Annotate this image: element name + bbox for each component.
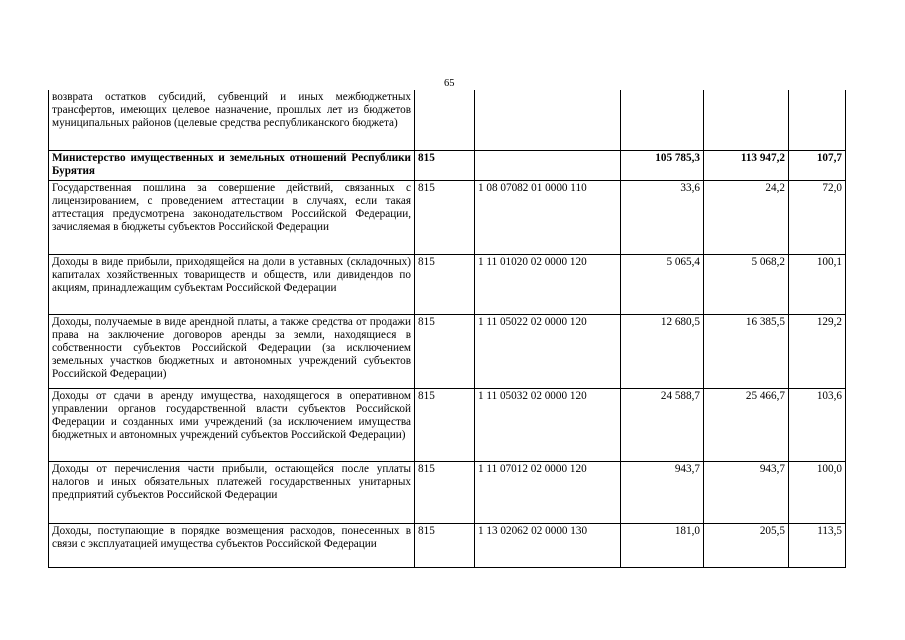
admin-code-cell: 815 — [415, 314, 475, 388]
classification-code-cell: 1 11 07012 02 0000 120 — [475, 461, 621, 523]
description-cell: Доходы от перечисления части прибыли, остающейся после уплаты налогов и иных обязательных платежей государственных унитарных предприятий субъектов Российской Федерации — [49, 461, 415, 523]
table-row — [49, 90, 846, 150]
plan-amount-cell — [621, 90, 704, 150]
plan-amount-cell: 943,7 — [621, 461, 704, 523]
description-cell: Государственная пошлина за совершение действий, связанных с лицензированием, с проведением аттестации в случаях, если такая аттестация предусмотрена законодательством Российской Федерации, зачисляемая в бюджеты субъектов Российской Федерации — [49, 180, 415, 254]
description-cell: Доходы в виде прибыли, приходящейся на доли в уставных (складочных) капиталах хозяйственных товариществ и обществ, или дивидендов по акциям, принадлежащим субъектам Российской Федерации — [49, 254, 415, 314]
table-row — [49, 314, 846, 388]
percent-cell: 129,2 — [789, 314, 846, 388]
classification-code-cell: 1 13 02062 02 0000 130 — [475, 523, 621, 567]
page-number: 65 — [444, 78, 455, 89]
plan-amount-cell: 5 065,4 — [621, 254, 704, 314]
actual-amount-cell: 113 947,2 — [704, 150, 789, 180]
actual-amount-cell — [704, 90, 789, 150]
table-row — [49, 150, 846, 180]
percent-cell — [789, 90, 846, 150]
classification-code-cell: 1 11 05032 02 0000 120 — [475, 388, 621, 461]
description-cell: возврата остатков субсидий, субвенций и иных межбюджетных трансфертов, имеющих целевое назначение, прошлых лет из бюджетов муниципальных районов (целевые средства республиканского бюджета) — [49, 90, 415, 150]
description-cell: Министерство имущественных и земельных отношений Республики Бурятия — [49, 150, 415, 180]
admin-code-cell: 815 — [415, 523, 475, 567]
admin-code-cell: 815 — [415, 388, 475, 461]
table-row — [49, 523, 846, 567]
admin-code-cell: 815 — [415, 180, 475, 254]
description-cell: Доходы, поступающие в порядке возмещения расходов, понесенных в связи с эксплуатацией имущества субъектов Российской Федерации — [49, 523, 415, 567]
plan-amount-cell: 24 588,7 — [621, 388, 704, 461]
admin-code-cell: 815 — [415, 254, 475, 314]
admin-code-cell: 815 — [415, 461, 475, 523]
percent-cell: 100,0 — [789, 461, 846, 523]
percent-cell: 113,5 — [789, 523, 846, 567]
table-row — [49, 180, 846, 254]
percent-cell: 103,6 — [789, 388, 846, 461]
description-cell: Доходы, получаемые в виде арендной платы, а также средства от продажи права на заключение договоров аренды за земли, находящиеся в собственности субъектов Российской Федерации (за исключением земельных участков бюджетных и автономных учреждений субъектов Российской Федерации) — [49, 314, 415, 388]
classification-code-cell: 1 08 07082 01 0000 110 — [475, 180, 621, 254]
actual-amount-cell: 25 466,7 — [704, 388, 789, 461]
admin-code-cell: 815 — [415, 150, 475, 180]
plan-amount-cell: 105 785,3 — [621, 150, 704, 180]
classification-code-cell — [475, 90, 621, 150]
percent-cell: 107,7 — [789, 150, 846, 180]
actual-amount-cell: 943,7 — [704, 461, 789, 523]
actual-amount-cell: 24,2 — [704, 180, 789, 254]
percent-cell: 100,1 — [789, 254, 846, 314]
plan-amount-cell: 181,0 — [621, 523, 704, 567]
plan-amount-cell: 33,6 — [621, 180, 704, 254]
percent-cell: 72,0 — [789, 180, 846, 254]
classification-code-cell — [475, 150, 621, 180]
actual-amount-cell: 5 068,2 — [704, 254, 789, 314]
table-row — [49, 388, 846, 461]
classification-code-cell: 1 11 05022 02 0000 120 — [475, 314, 621, 388]
actual-amount-cell: 16 385,5 — [704, 314, 789, 388]
table-row — [49, 254, 846, 314]
plan-amount-cell: 12 680,5 — [621, 314, 704, 388]
actual-amount-cell: 205,5 — [704, 523, 789, 567]
classification-code-cell: 1 11 01020 02 0000 120 — [475, 254, 621, 314]
description-cell: Доходы от сдачи в аренду имущества, находящегося в оперативном управлении органов государственной власти субъектов Российской Федерации и созданных ими учреждений (за исключением имущества бюджетных и автономных учреждений субъектов Российской Федерации) — [49, 388, 415, 461]
admin-code-cell — [415, 90, 475, 150]
table-row — [49, 461, 846, 523]
revenue-table — [48, 90, 846, 568]
